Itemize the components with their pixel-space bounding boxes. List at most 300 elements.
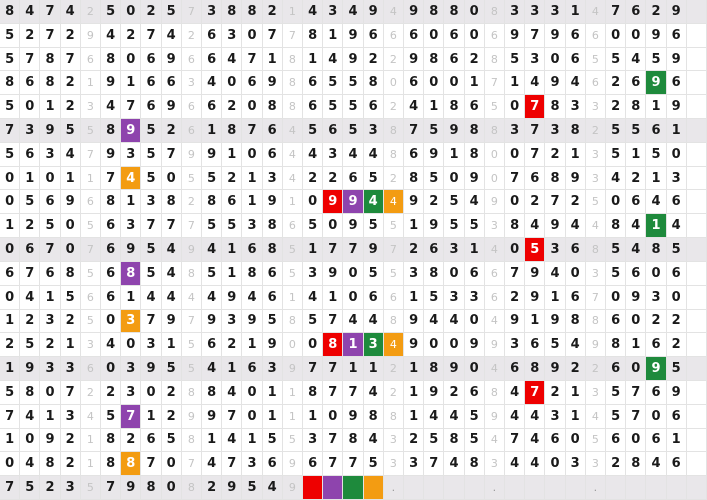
grid-cell: 0 (384, 71, 404, 95)
grid-cell: 8 (40, 48, 60, 72)
grid-cell: 1 (263, 381, 283, 405)
grid-cell: 1 (465, 71, 485, 95)
grid-cell: 6 (465, 262, 485, 286)
color-swatch (343, 476, 363, 500)
grid-cell: 7 (141, 452, 161, 476)
grid-cell: 1 (0, 310, 20, 334)
grid-cell: 9 (626, 286, 646, 310)
grid-cell: 6 (263, 119, 283, 143)
grid-cell: 1 (566, 405, 586, 429)
grid-cell: 1 (81, 429, 101, 453)
grid-cell: 9 (202, 143, 222, 167)
grid-cell: 2 (384, 48, 404, 72)
grid-cell: 9 (404, 48, 424, 72)
grid-cell: 8 (202, 190, 222, 214)
grid-cell: 9 (61, 190, 81, 214)
grid-cell: 5 (0, 48, 20, 72)
grid-cell (404, 476, 424, 500)
grid-cell: 3 (566, 95, 586, 119)
grid-cell: 6 (404, 24, 424, 48)
grid-cell: 3 (303, 262, 323, 286)
grid-cell: 2 (606, 71, 626, 95)
grid-cell: 2 (404, 238, 424, 262)
grid-cell: 6 (404, 71, 424, 95)
grid-cell: 0 (0, 286, 20, 310)
grid-cell: 9 (283, 476, 303, 500)
grid-cell: 5 (384, 262, 404, 286)
grid-cell: 3 (465, 286, 485, 310)
grid-cell: 7 (242, 48, 262, 72)
grid-cell: 2 (303, 167, 323, 191)
grid-cell: 6 (566, 24, 586, 48)
grid-cell: 3 (505, 0, 525, 24)
grid-cell: 7 (343, 381, 363, 405)
highlighted-cell: 9 (343, 190, 363, 214)
grid-cell: 5 (20, 476, 40, 500)
grid-cell: 7 (525, 24, 545, 48)
grid-cell: 1 (646, 167, 666, 191)
grid-cell: 3 (525, 48, 545, 72)
grid-cell: 1 (343, 357, 363, 381)
grid-cell: 5 (606, 405, 626, 429)
grid-cell: 7 (505, 167, 525, 191)
grid-cell: 6 (141, 48, 161, 72)
grid-cell: 3 (586, 167, 606, 191)
color-swatch (323, 476, 343, 500)
grid-cell: 4 (525, 71, 545, 95)
grid-cell: 7 (323, 238, 343, 262)
grid-cell: 0 (303, 333, 323, 357)
grid-cell: 7 (525, 119, 545, 143)
grid-cell: 8 (182, 262, 202, 286)
grid-cell: 2 (384, 357, 404, 381)
grid-cell: 3 (586, 143, 606, 167)
grid-cell: 4 (101, 24, 121, 48)
grid-cell: 8 (626, 95, 646, 119)
grid-cell: 0 (424, 71, 444, 95)
grid-cell: 8 (444, 95, 464, 119)
grid-cell: 6 (283, 214, 303, 238)
grid-cell: 7 (40, 24, 60, 48)
grid-cell: 2 (626, 167, 646, 191)
grid-cell: 4 (404, 95, 424, 119)
grid-cell: 7 (182, 0, 202, 24)
grid-cell: 6 (323, 119, 343, 143)
grid-cell: 6 (20, 143, 40, 167)
grid-cell: 4 (61, 143, 81, 167)
grid-cell: 9 (465, 333, 485, 357)
grid-cell: 5 (303, 214, 323, 238)
grid-cell: 7 (283, 24, 303, 48)
grid-cell: 2 (525, 190, 545, 214)
grid-cell: 5 (465, 429, 485, 453)
grid-cell: 0 (61, 214, 81, 238)
grid-cell: 6 (525, 167, 545, 191)
grid-cell: 9 (40, 429, 60, 453)
grid-cell: 9 (242, 310, 262, 334)
grid-cell: 5 (424, 429, 444, 453)
grid-cell: 0 (606, 24, 626, 48)
grid-cell: 3 (545, 0, 565, 24)
grid-cell: 6 (667, 190, 687, 214)
grid-cell: 6 (182, 95, 202, 119)
grid-cell: 1 (0, 214, 20, 238)
grid-cell: 8 (182, 476, 202, 500)
grid-cell: 4 (303, 143, 323, 167)
grid-cell: 2 (101, 381, 121, 405)
grid-cell: 8 (566, 310, 586, 334)
grid-cell: 8 (485, 381, 505, 405)
highlighted-cell: 9 (646, 357, 666, 381)
highlighted-cell: 5 (525, 238, 545, 262)
grid-cell: 5 (586, 429, 606, 453)
grid-cell: 0 (162, 167, 182, 191)
grid-cell: 4 (525, 214, 545, 238)
grid-cell: 8 (465, 452, 485, 476)
grid-cell: 0 (20, 95, 40, 119)
grid-cell: 5 (485, 95, 505, 119)
grid-cell: 5 (0, 95, 20, 119)
grid-cell: 8 (424, 48, 444, 72)
grid-cell: 7 (61, 381, 81, 405)
grid-cell: 9 (545, 310, 565, 334)
grid-cell: 3 (81, 333, 101, 357)
grid-cell: 0 (646, 262, 666, 286)
grid-cell: 6 (667, 452, 687, 476)
grid-cell: 6 (162, 71, 182, 95)
grid-cell: 6 (424, 238, 444, 262)
grid-cell: 0 (505, 190, 525, 214)
grid-cell: 9 (404, 190, 424, 214)
grid-cell: 6 (646, 381, 666, 405)
grid-cell: 7 (626, 405, 646, 429)
grid-cell: 2 (586, 119, 606, 143)
grid-cell: 0 (162, 476, 182, 500)
grid-cell: 4 (343, 143, 363, 167)
grid-cell: 2 (646, 310, 666, 334)
grid-cell: 9 (40, 119, 60, 143)
grid-cell: 8 (626, 452, 646, 476)
grid-cell (687, 429, 707, 453)
grid-cell: 7 (162, 143, 182, 167)
grid-cell: 3 (121, 357, 141, 381)
grid-cell: 1 (667, 429, 687, 453)
grid-cell: 6 (626, 71, 646, 95)
grid-cell: 3 (404, 452, 424, 476)
grid-cell (687, 0, 707, 24)
grid-cell: 0 (242, 24, 262, 48)
grid-cell: 8 (545, 167, 565, 191)
grid-cell: 9 (465, 167, 485, 191)
grid-cell: 2 (566, 357, 586, 381)
grid-cell: 2 (40, 333, 60, 357)
grid-cell: 2 (182, 190, 202, 214)
grid-cell: 8 (182, 381, 202, 405)
grid-cell: 9 (364, 0, 384, 24)
grid-cell: 9 (525, 262, 545, 286)
grid-cell: 3 (525, 0, 545, 24)
grid-cell: 6 (667, 71, 687, 95)
grid-cell: 4 (162, 262, 182, 286)
grid-cell: 7 (20, 48, 40, 72)
grid-cell: 9 (545, 214, 565, 238)
grid-cell: 8 (242, 0, 262, 24)
grid-cell: 4 (505, 405, 525, 429)
grid-cell: 3 (485, 452, 505, 476)
grid-cell: 7 (182, 214, 202, 238)
grid-cell: 7 (323, 357, 343, 381)
grid-cell: 2 (20, 24, 40, 48)
grid-cell: 1 (222, 143, 242, 167)
grid-cell: 3 (242, 452, 262, 476)
grid-cell: 0 (545, 48, 565, 72)
grid-cell: 6 (525, 333, 545, 357)
grid-cell: 3 (323, 143, 343, 167)
grid-cell: 2 (606, 452, 626, 476)
grid-cell: 5 (364, 167, 384, 191)
grid-cell: 8 (101, 429, 121, 453)
grid-cell: 3 (202, 0, 222, 24)
grid-cell: 5 (303, 310, 323, 334)
grid-cell: 6 (586, 24, 606, 48)
grid-cell: 7 (586, 286, 606, 310)
grid-cell: 2 (162, 381, 182, 405)
grid-cell: 2 (20, 214, 40, 238)
grid-cell: 5 (606, 238, 626, 262)
grid-cell: 0 (626, 24, 646, 48)
grid-cell: 2 (162, 119, 182, 143)
grid-cell: 6 (242, 238, 262, 262)
grid-cell (444, 476, 464, 500)
grid-cell (687, 262, 707, 286)
grid-cell: 5 (182, 167, 202, 191)
grid-cell: 8 (202, 381, 222, 405)
grid-cell: 1 (283, 381, 303, 405)
grid-cell: 8 (505, 214, 525, 238)
highlighted-cell: 3 (364, 333, 384, 357)
grid-cell: 7 (222, 452, 242, 476)
grid-cell (687, 167, 707, 191)
grid-cell: 4 (364, 381, 384, 405)
grid-cell: 9 (121, 476, 141, 500)
grid-cell: 3 (566, 452, 586, 476)
grid-cell: 4 (202, 238, 222, 262)
grid-cell: 0 (242, 405, 262, 429)
grid-cell: 1 (283, 405, 303, 429)
grid-cell: 1 (242, 190, 262, 214)
grid-cell: 9 (424, 214, 444, 238)
grid-cell: 3 (121, 381, 141, 405)
grid-cell: 4 (566, 333, 586, 357)
grid-cell: 9 (667, 95, 687, 119)
grid-cell: 1 (242, 429, 262, 453)
grid-cell: 8 (61, 262, 81, 286)
grid-cell: 7 (242, 119, 262, 143)
grid-cell: 9 (81, 24, 101, 48)
grid-cell: 9 (667, 381, 687, 405)
grid-cell: 4 (566, 214, 586, 238)
grid-cell: 6 (343, 167, 363, 191)
grid-cell: 2 (384, 381, 404, 405)
grid-cell (505, 476, 525, 500)
grid-cell: 7 (323, 452, 343, 476)
grid-cell: 0 (101, 310, 121, 334)
grid-cell: 4 (20, 0, 40, 24)
grid-cell: 9 (343, 405, 363, 429)
grid-cell: 0 (283, 333, 303, 357)
grid-cell: 5 (202, 167, 222, 191)
grid-cell: 5 (626, 119, 646, 143)
grid-cell: 4 (20, 286, 40, 310)
grid-cell: 8 (586, 238, 606, 262)
grid-cell: 7 (101, 167, 121, 191)
grid-cell: 5 (606, 143, 626, 167)
grid-cell: 1 (263, 405, 283, 429)
grid-cell: 7 (263, 24, 283, 48)
grid-cell: 8 (303, 24, 323, 48)
grid-cell: 9 (323, 262, 343, 286)
grid-cell: 2 (61, 452, 81, 476)
grid-cell (687, 71, 707, 95)
grid-cell: 2 (384, 167, 404, 191)
grid-cell: 6 (20, 238, 40, 262)
grid-cell (545, 476, 565, 500)
highlighted-cell: 8 (323, 333, 343, 357)
grid-cell: 2 (202, 476, 222, 500)
grid-cell: 2 (364, 48, 384, 72)
grid-cell: 4 (586, 405, 606, 429)
grid-cell: 5 (343, 71, 363, 95)
highlighted-cell: 7 (525, 95, 545, 119)
grid-cell: 9 (182, 405, 202, 429)
highlighted-cell: 8 (121, 262, 141, 286)
grid-cell: 3 (20, 119, 40, 143)
grid-cell: 6 (202, 24, 222, 48)
grid-cell: 9 (404, 333, 424, 357)
grid-cell: 3 (505, 119, 525, 143)
grid-cell (687, 190, 707, 214)
grid-cell: 4 (283, 143, 303, 167)
grid-cell: 1 (404, 405, 424, 429)
grid-cell: 1 (404, 286, 424, 310)
grid-cell: 4 (323, 48, 343, 72)
grid-cell: 5 (343, 119, 363, 143)
grid-cell: 6 (222, 190, 242, 214)
grid-cell: 1 (505, 71, 525, 95)
grid-cell: 5 (343, 95, 363, 119)
grid-cell: 5 (606, 381, 626, 405)
grid-cell: 3 (586, 452, 606, 476)
grid-cell: 7 (505, 262, 525, 286)
grid-cell: 5 (505, 48, 525, 72)
grid-cell: 1 (626, 143, 646, 167)
grid-cell: 3 (263, 357, 283, 381)
grid-cell: 1 (404, 357, 424, 381)
grid-cell: 6 (364, 286, 384, 310)
grid-cell: 9 (141, 357, 161, 381)
grid-cell (687, 95, 707, 119)
grid-cell: 4 (444, 405, 464, 429)
grid-cell: 8 (444, 429, 464, 453)
grid-cell: 3 (444, 238, 464, 262)
grid-cell: 0 (0, 167, 20, 191)
grid-cell: 3 (61, 357, 81, 381)
grid-cell: 2 (424, 190, 444, 214)
grid-cell: 7 (545, 190, 565, 214)
grid-cell: 5 (81, 476, 101, 500)
grid-cell: 7 (101, 476, 121, 500)
grid-cell: 7 (485, 71, 505, 95)
grid-cell: 8 (283, 95, 303, 119)
grid-cell: 8 (343, 429, 363, 453)
grid-cell: 6 (545, 429, 565, 453)
grid-cell: 0 (626, 429, 646, 453)
grid-cell: 5 (364, 262, 384, 286)
grid-cell: 3 (222, 24, 242, 48)
grid-cell: 5 (20, 333, 40, 357)
grid-cell: 5 (162, 0, 182, 24)
grid-cell: 9 (485, 333, 505, 357)
grid-cell: 4 (263, 476, 283, 500)
grid-cell: 5 (81, 310, 101, 334)
grid-cell: 5 (545, 333, 565, 357)
grid-cell (687, 333, 707, 357)
grid-cell: 9 (182, 143, 202, 167)
grid-cell: 7 (141, 24, 161, 48)
grid-cell: 5 (283, 429, 303, 453)
grid-cell: 9 (222, 286, 242, 310)
grid-cell: 8 (444, 0, 464, 24)
grid-cell: 1 (404, 381, 424, 405)
grid-cell: 5 (283, 238, 303, 262)
grid-cell (687, 286, 707, 310)
grid-cell: 0 (566, 262, 586, 286)
grid-cell: 9 (404, 310, 424, 334)
grid-cell: 1 (121, 71, 141, 95)
grid-cell: 8 (101, 190, 121, 214)
grid-cell: 9 (505, 24, 525, 48)
grid-cell: 5 (364, 452, 384, 476)
grid-cell: 0 (323, 214, 343, 238)
grid-cell: 5 (61, 119, 81, 143)
grid-cell: 9 (162, 48, 182, 72)
grid-cell: 1 (141, 405, 161, 429)
grid-cell: 1 (202, 429, 222, 453)
grid-cell: 1 (61, 167, 81, 191)
grid-cell: 4 (162, 238, 182, 262)
grid-cell: 6 (465, 95, 485, 119)
grid-cell: 8 (485, 48, 505, 72)
grid-cell: 1 (222, 262, 242, 286)
grid-cell: 8 (101, 119, 121, 143)
grid-cell: 6 (202, 48, 222, 72)
grid-cell: 0 (20, 429, 40, 453)
grid-cell: 2 (61, 71, 81, 95)
grid-cell: 1 (465, 238, 485, 262)
grid-cell: 1 (626, 333, 646, 357)
grid-cell: 8 (283, 71, 303, 95)
grid-cell: 1 (323, 24, 343, 48)
highlighted-cell: 3 (121, 310, 141, 334)
grid-cell: 2 (61, 310, 81, 334)
grid-cell: 3 (242, 214, 262, 238)
grid-cell: 8 (606, 333, 626, 357)
grid-cell: 5 (646, 143, 666, 167)
grid-cell: 2 (404, 429, 424, 453)
grid-cell: 2 (61, 24, 81, 48)
grid-cell: 9 (121, 238, 141, 262)
grid-cell: 0 (465, 310, 485, 334)
